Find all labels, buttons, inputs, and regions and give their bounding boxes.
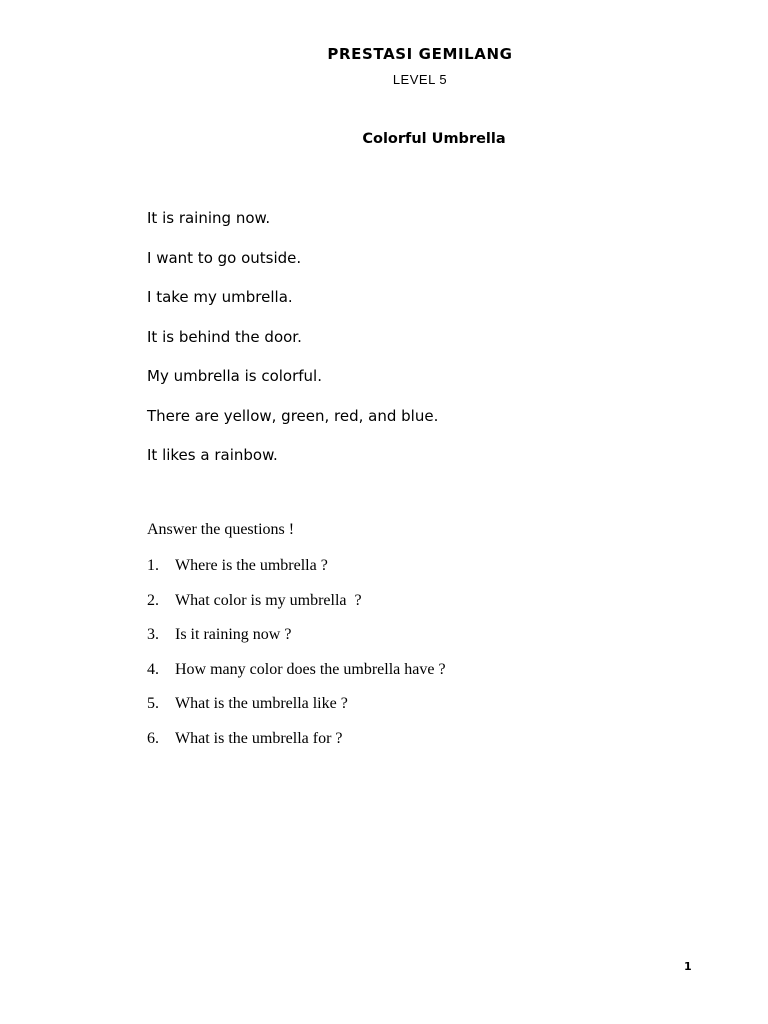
question-number: 6. (147, 729, 159, 747)
question-item (147, 660, 446, 695)
story-line: I want to go outside. (147, 248, 302, 267)
question-list (147, 556, 446, 764)
question-number: 2. (147, 591, 159, 609)
question-number: 5. (147, 695, 159, 713)
story-line: I take my umbrella. (147, 288, 293, 306)
question-text: What is the umbrella for ? (175, 729, 343, 747)
story-line: It is raining now. (147, 209, 271, 227)
page-number: 1 (684, 960, 692, 973)
question-item (147, 694, 446, 729)
question-number: 3. (147, 626, 159, 644)
story-title: Colorful Umbrella (362, 131, 506, 147)
question-text: Is it raining now ? (175, 626, 292, 644)
story-line: It is behind the door. (147, 327, 302, 346)
question-item (147, 591, 446, 626)
question-number: 4. (147, 660, 159, 678)
question-item (147, 556, 446, 591)
story-text (147, 207, 438, 484)
question-item (147, 625, 446, 660)
exercise-instruction: Answer the questions ! (147, 521, 295, 538)
level-label: LEVEL 5 (392, 72, 448, 87)
question-text: How many color does the umbrella have ? (175, 660, 446, 678)
story-line: My umbrella is colorful. (147, 367, 322, 385)
document-title: PRESTASI GEMILANG (327, 45, 513, 63)
question-text: Where is the umbrella ? (175, 557, 328, 574)
story-line: There are yellow, green, red, and blue. (147, 406, 439, 425)
question-item (147, 729, 446, 764)
story-line: It likes a rainbow. (147, 446, 278, 464)
question-text: What color is my umbrella ? (175, 591, 362, 609)
question-number: 1. (147, 557, 159, 574)
question-text: What is the umbrella like ? (175, 695, 348, 713)
